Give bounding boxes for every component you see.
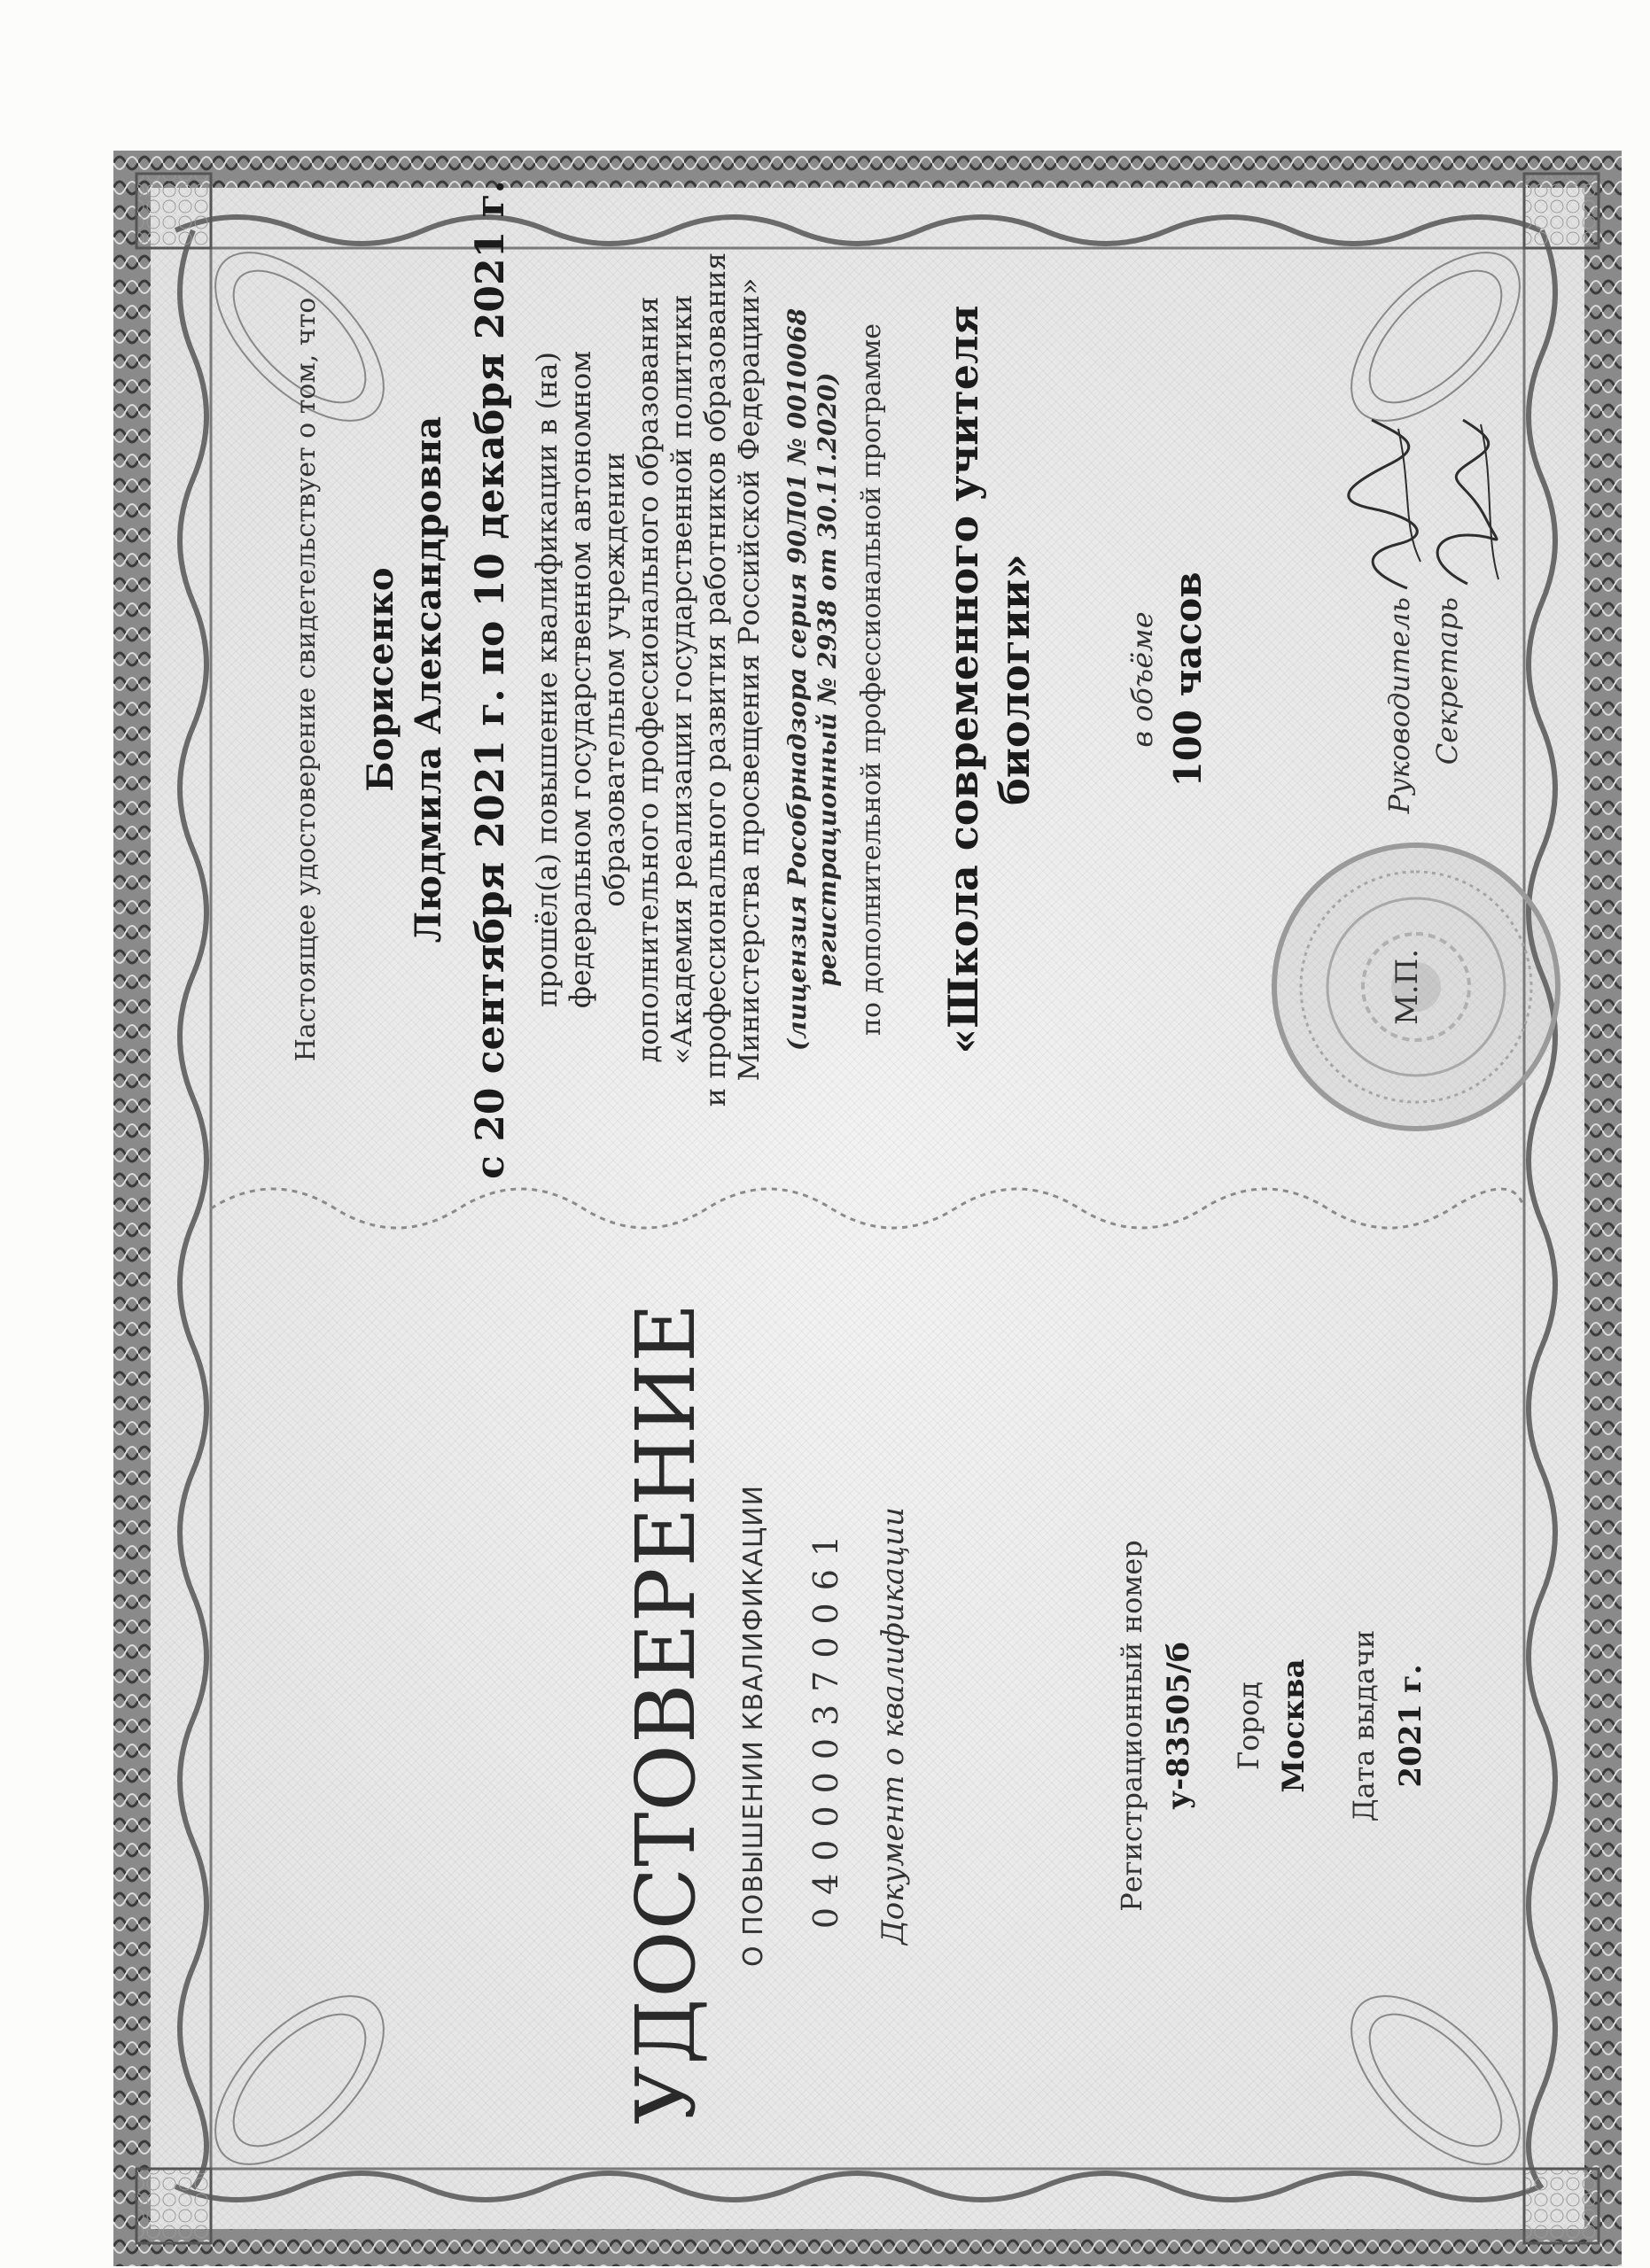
license-text — [782, 151, 843, 1208]
program-name — [938, 151, 1040, 1208]
issue-date-label: Дата выдачи — [1347, 1629, 1381, 1822]
institution-line: дополнительного профессионального образования — [631, 296, 665, 1063]
training-period: с 20 сентября 2021 г. по 10 декабря 2021 г. — [468, 180, 513, 1179]
institution-line: прошёл(а) повышение квалификации в (на) — [530, 352, 564, 1008]
institution-line: федеральном государственном автономном — [564, 350, 597, 1009]
certificate-text-panel — [113, 151, 1622, 1208]
institution-line: и профессионального развития работников образования — [698, 252, 732, 1107]
registration-value: у-83505/б — [1161, 1642, 1196, 1810]
head-signature-label: Руководитель — [1382, 597, 1416, 814]
holder-given-names: Людмила Александровна — [408, 416, 449, 944]
certificate-title: УДОСТОВЕРЕНИЕ — [619, 1301, 713, 2124]
city-value: Москва — [1276, 1658, 1311, 1793]
city-label: Город — [1232, 1682, 1265, 1770]
secretary-signature-icon — [1414, 411, 1512, 597]
document-type: Документ о квалификации — [876, 1507, 911, 1945]
seal-label: М.П. — [1389, 948, 1425, 1026]
certificate-content — [113, 151, 1622, 2266]
institution-line: «Академия реализации государственной политики — [665, 294, 698, 1065]
institution-text — [530, 151, 766, 1208]
certificate-subtitle: О ПОВЫШЕНИИ КВАЛИФИКАЦИИ — [738, 1484, 769, 1968]
certificate-cover-panel — [113, 1208, 1622, 2266]
program-name-line: «Школа современного учителя — [939, 305, 987, 1054]
certificate-sheet — [113, 151, 1622, 2266]
license-line: (лицензия Рособрнадзора серия 90Л01 № 0010068 — [782, 307, 812, 1052]
license-line: регистрационный № 2938 от 30.11.2020) — [813, 372, 842, 987]
volume-label: в объёме — [1125, 611, 1159, 748]
registration-label: Регистрационный номер — [1115, 1540, 1148, 1912]
program-name-line: биологии» — [991, 554, 1039, 805]
certificate-number: 040000370061 — [806, 1522, 845, 1930]
secretary-signature-label: Секретарь — [1430, 597, 1464, 765]
intro-text: Настоящее удостоверение свидетельствует о том, что — [291, 297, 322, 1062]
program-hours: 100 часов — [1166, 571, 1210, 788]
institution-line: Министерства просвещения Российской Федерации» — [732, 277, 766, 1082]
holder-surname: Борисенко — [360, 567, 401, 792]
issue-date-value: 2021 г. — [1393, 1664, 1428, 1788]
program-intro: по дополнительной профессиональной программе — [856, 322, 887, 1037]
institution-line: образовательном учреждении — [597, 452, 631, 907]
